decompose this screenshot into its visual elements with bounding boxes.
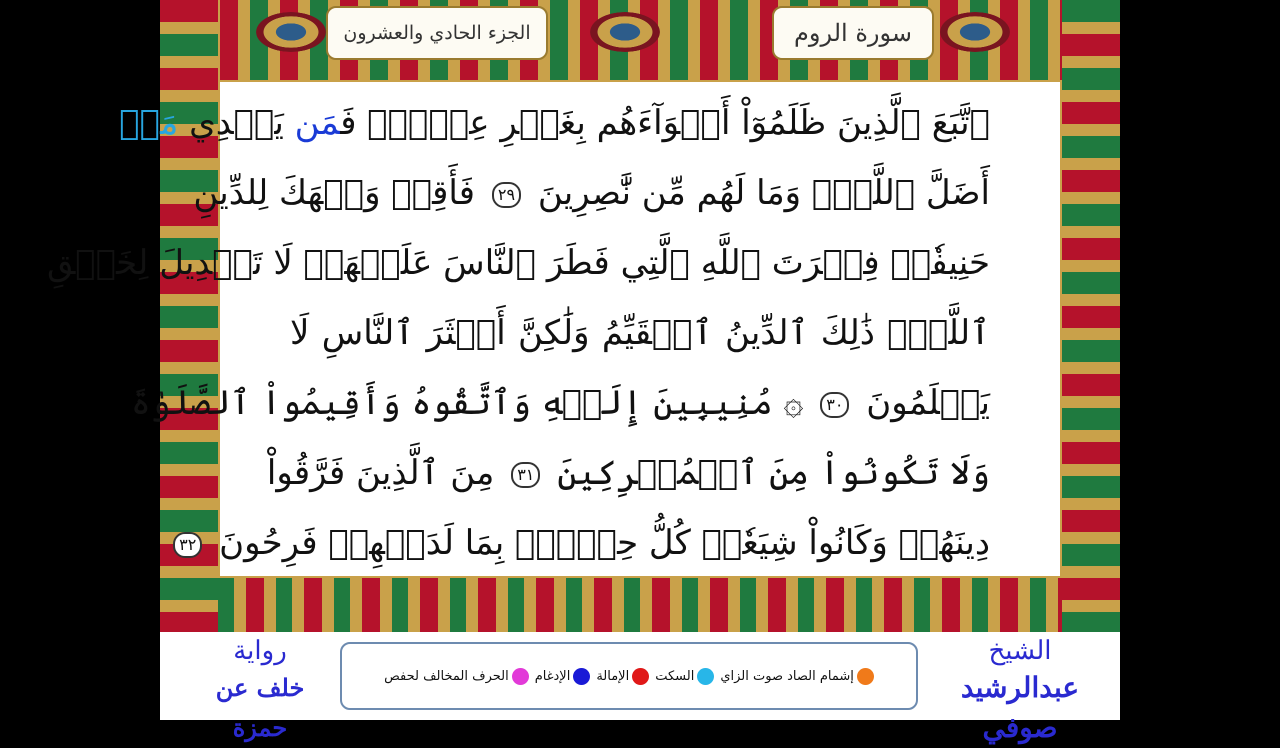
riwaya-credit xyxy=(190,634,330,748)
legend-item xyxy=(655,668,714,685)
verse-text: مِنَ ٱلَّذِينَ فَرَّقُواْ xyxy=(266,453,495,493)
verse-line xyxy=(266,438,990,508)
saktah-text: مَنۡ xyxy=(119,103,179,143)
legend-label: الإمالة xyxy=(596,668,630,684)
cyan-dot-icon xyxy=(697,668,714,685)
verse-line xyxy=(290,298,990,368)
surah-title: سورة الروم xyxy=(772,6,934,60)
verse-text: دِينَهُمۡ وَكَانُواْ شِيَعٗاۖ كُلُّ حِزۡبِۢ بِمَا لَدَيۡهِمۡ فَرِحُونَ xyxy=(219,523,990,563)
orange-dot-icon xyxy=(857,668,874,685)
verse-line xyxy=(119,88,990,158)
riwaya-title: رواية xyxy=(233,636,287,666)
blue-dot-icon xyxy=(573,668,590,685)
legend-label: الحرف المخالف لحفص xyxy=(384,668,509,684)
verse-text: فَأَقِمۡ وَجۡهَكَ لِلدِّينِ xyxy=(193,173,476,213)
riwaya-name: خلف عن حمزة xyxy=(215,673,305,742)
footer xyxy=(160,632,1120,744)
verse-text: يَهۡدِي xyxy=(178,103,295,143)
sheikh-name: عبدالرشيد صوفي xyxy=(960,671,1080,744)
verse-text: ٱتَّبَعَ ٱلَّذِينَ ظَلَمُوٓاْ أَهۡوَآءَهُم بِغَيۡرِ عِلۡمٖۖ فَ xyxy=(340,103,990,143)
legend-item xyxy=(384,668,529,685)
legend-label: الإدغام xyxy=(534,668,571,684)
ornament-center xyxy=(590,12,660,52)
ornate-frame xyxy=(46,0,1120,632)
ayah-number-marker: ٢٩ xyxy=(492,182,521,208)
tajweed-legend xyxy=(340,642,918,710)
verse-text: وَلَا تَكُونُواْ مِنَ ٱلۡمُشۡرِكِينَ xyxy=(557,453,990,493)
verse-block xyxy=(46,88,990,578)
verse-text: يَعۡلَمُونَ xyxy=(866,383,990,423)
verse-text: ٱللَّهِۚ ذَٰلِكَ ٱلدِّينُ ٱلۡقَيِّمُ وَلَٰكِنَّ أَكۡثَرَ ٱلنَّاسِ لَا xyxy=(290,313,990,353)
verse-text: ۞ مُنِيبِينَ إِلَيۡهِ وَٱتَّقُوهُ وَأَقِيمُواْ ٱلصَّلَوٰةَ xyxy=(130,383,804,423)
idgham-text: مَن xyxy=(294,103,341,143)
legend-item xyxy=(596,668,649,685)
reciter-credit xyxy=(920,634,1120,748)
verse-line xyxy=(130,368,990,438)
sheikh-title: الشيخ xyxy=(988,636,1052,666)
ayah-number-marker: ٣١ xyxy=(511,462,540,488)
red-dot-icon xyxy=(632,668,649,685)
verse-text: حَنِيفٗاۚ فِطۡرَتَ ٱللَّهِ ٱلَّتِي فَطَرَ ٱلنَّاسَ عَلَيۡهَاۚ لَا تَبۡدِيلَ لِخَلۡقِ xyxy=(46,243,990,283)
verse-line xyxy=(179,508,990,578)
frame-right-border xyxy=(1062,0,1120,632)
verse-text: أَضَلَّ ٱللَّهُۖ وَمَا لَهُم مِّن نَّٰصِرِينَ xyxy=(537,173,990,213)
legend-item xyxy=(535,668,591,685)
ayah-number-marker: ٣٠ xyxy=(820,392,849,418)
mushaf-page xyxy=(46,0,1120,744)
ornament-right xyxy=(940,12,1010,52)
pink-dot-icon xyxy=(512,668,529,685)
ornament-left xyxy=(256,12,326,52)
legend-item xyxy=(720,668,874,685)
juz-title: الجزء الحادي والعشرون xyxy=(326,6,548,60)
legend-label: السكت xyxy=(655,668,695,684)
legend-label: إشمام الصاد صوت الزاي xyxy=(720,668,854,684)
verse-line xyxy=(46,228,990,298)
ayah-number-marker: ٣٢ xyxy=(173,532,202,558)
frame-bottom-border xyxy=(160,578,1120,632)
verse-line xyxy=(193,158,990,228)
